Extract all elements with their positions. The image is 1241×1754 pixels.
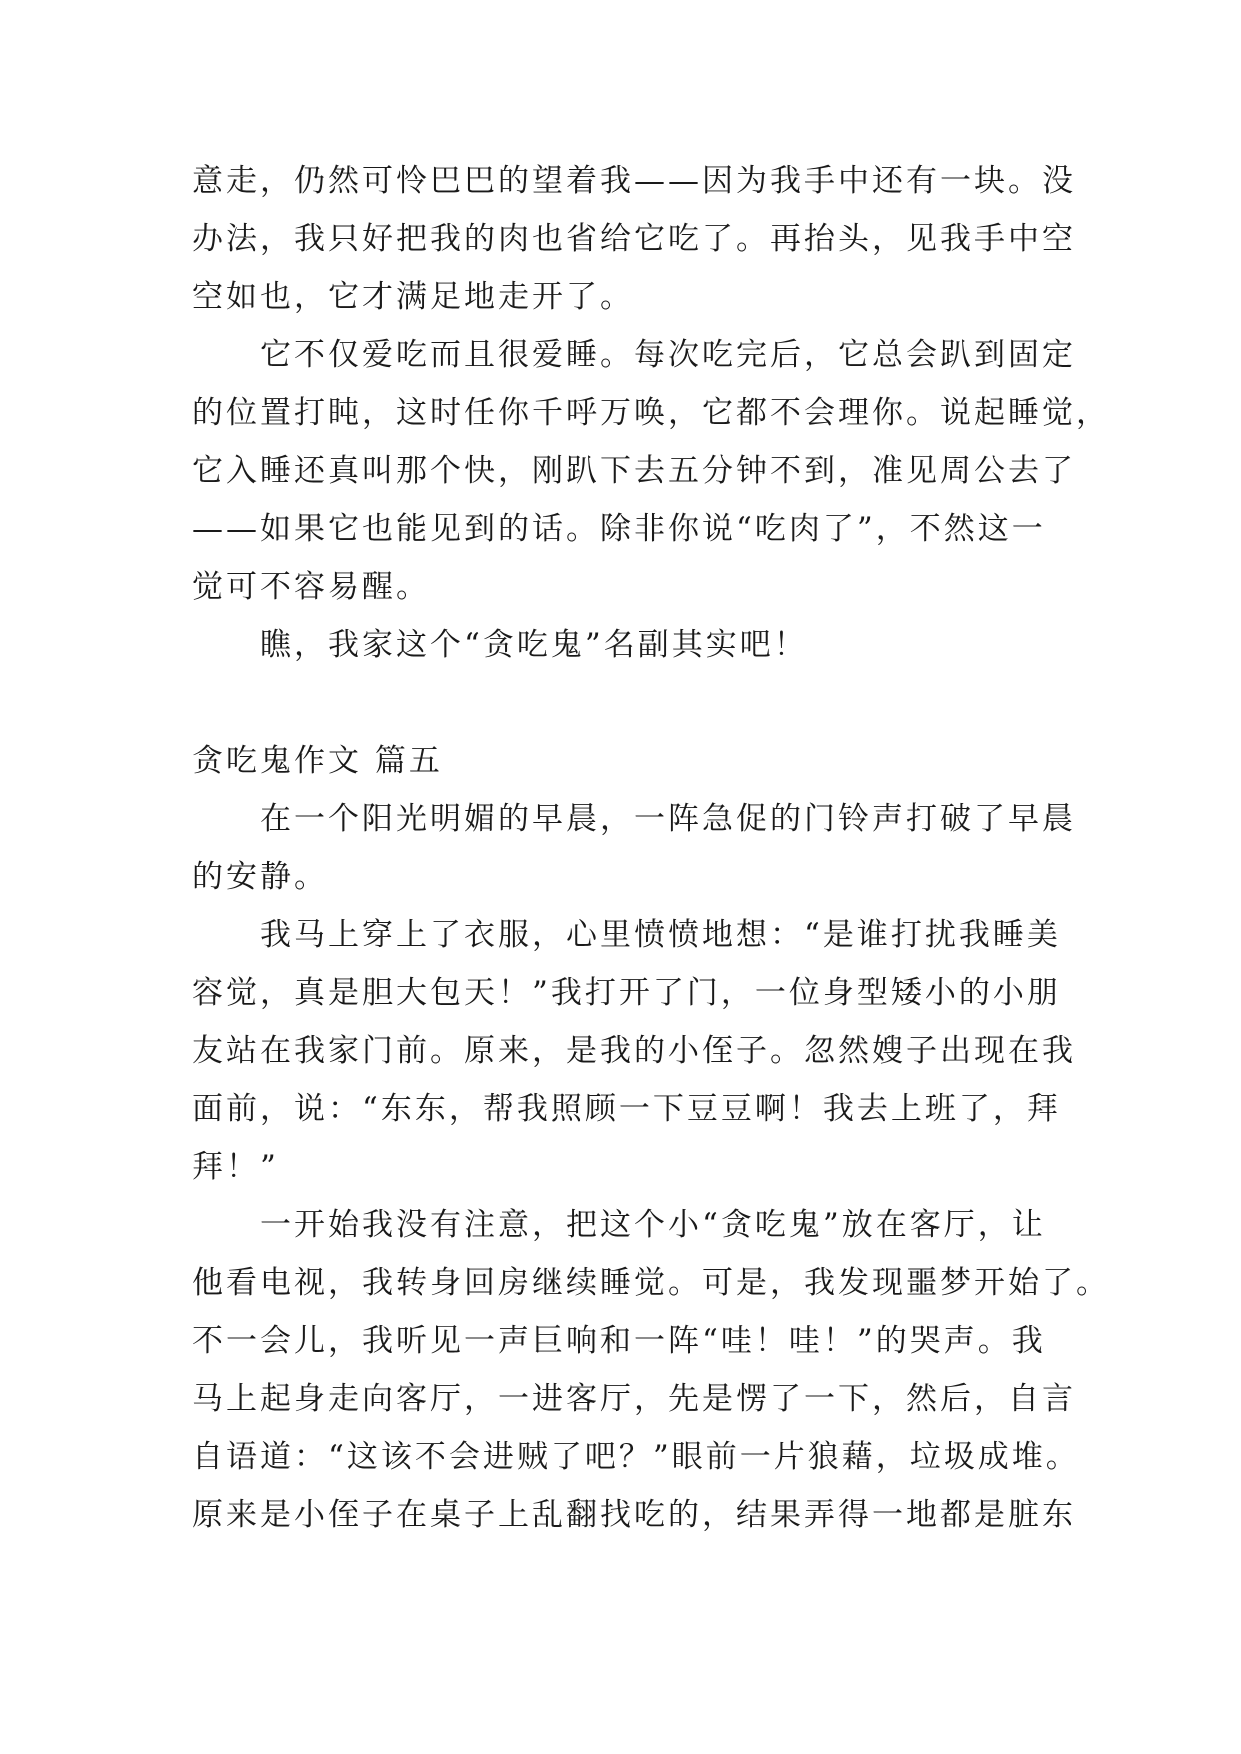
text-line: 在一个阳光明媚的早晨，一阵急促的门铃声打破了早晨 [192,801,1076,837]
text-line: 容觉，真是胆大包天！”我打开了门，一位身型矮小的小朋 [192,975,1061,1011]
text-line: 拜！” [192,1149,279,1185]
text-line: 他看电视，我转身回房继续睡觉。可是，我发现噩梦开始了。 [192,1265,1110,1301]
text-line: 的位置打盹，这时任你千呼万唤，它都不会理你。说起睡觉， [192,395,1110,431]
text-line: 马上起身走向客厅，一进客厅，先是愣了一下，然后，自言 [192,1381,1076,1417]
document-page [192,152,1110,1544]
text-line: 瞧，我家这个“贪吃鬼”名副其实吧！ [192,627,808,663]
text-line: 空如也，它才满足地走开了。 [192,279,634,315]
text-line: 的安静。 [192,859,328,895]
text-line: 它不仅爱吃而且很爱睡。每次吃完后，它总会趴到固定 [192,337,1076,373]
text-line: 觉可不容易醒。 [192,569,430,605]
text-line: 我马上穿上了衣服，心里愤愤地想：“是谁打扰我睡美 [192,917,1061,953]
blank-line [192,674,1054,732]
text-line: 一开始我没有注意，把这个小“贪吃鬼”放在客厅，让 [192,1207,1046,1243]
text-line: 办法，我只好把我的肉也省给它吃了。再抬头，见我手中空 [192,221,1076,257]
text-line: 自语道：“这该不会进贼了吧？”眼前一片狼藉，垃圾成堆。 [192,1439,1080,1475]
text-line: 意走，仍然可怜巴巴的望着我——因为我手中还有一块。没 [192,163,1076,199]
text-line: 面前，说：“东东，帮我照顾一下豆豆啊！我去上班了，拜 [192,1091,1061,1127]
section-heading: 贪吃鬼作文 篇五 [192,743,443,779]
text-line: ——如果它也能见到的话。除非你说“吃肉了”，不然这一 [192,511,1046,547]
text-line: 原来是小侄子在桌子上乱翻找吃的，结果弄得一地都是脏东 [192,1497,1076,1533]
text-line: 不一会儿，我听见一声巨响和一阵“哇！哇！”的哭声。我 [192,1323,1046,1359]
text-line: 它入睡还真叫那个快，刚趴下去五分钟不到，准见周公去了 [192,453,1076,489]
text-line: 友站在我家门前。原来，是我的小侄子。忽然嫂子出现在我 [192,1033,1076,1069]
